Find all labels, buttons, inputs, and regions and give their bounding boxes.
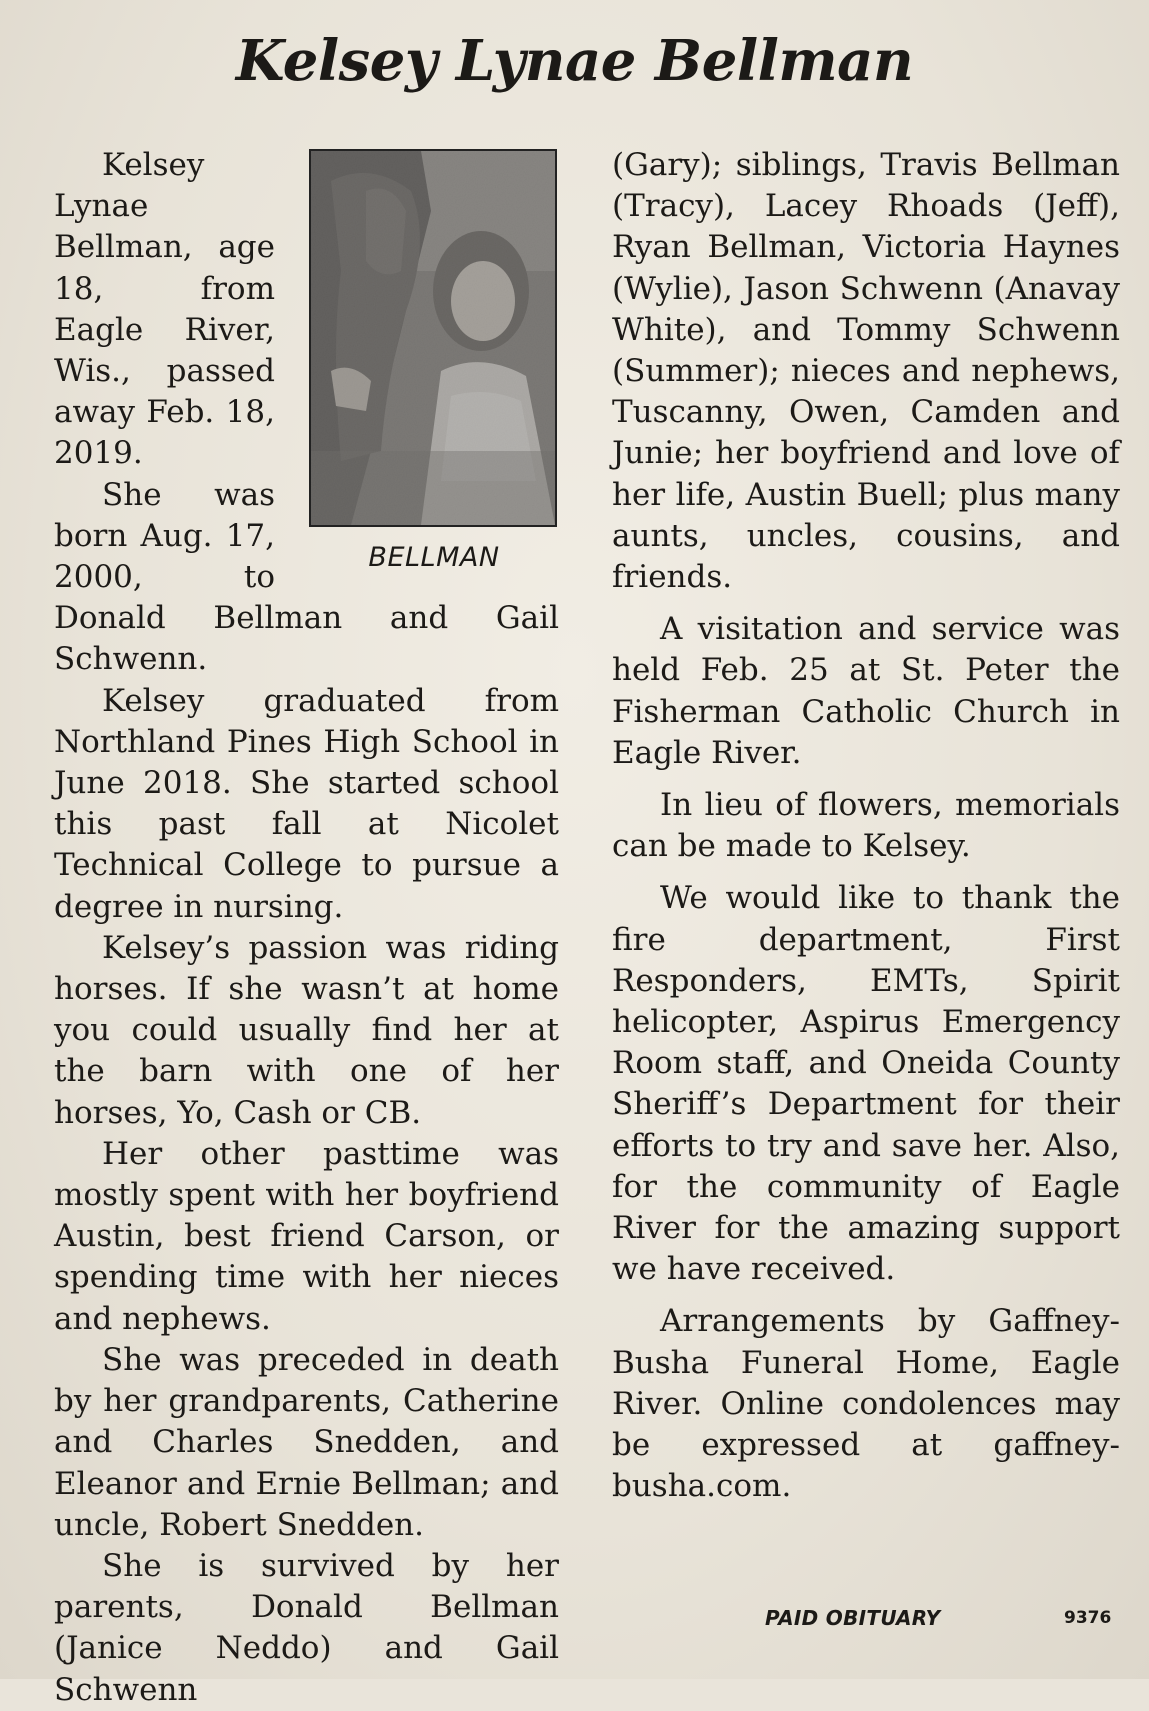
paragraph: Kelsey’s passion was riding horses. If she wasn’t at home you could usually find her at the barn with one of her horses, Yo, Cash or CB. — [54, 929, 559, 1131]
paragraph: A visitation and service was held Feb. 25 at St. Peter the Fisherman Catholic Church in Eagle River. — [612, 611, 1120, 771]
photo-block — [309, 149, 559, 579]
obituary-title: Kelsey Lynae Bellman — [235, 28, 914, 94]
paragraph: (Gary); siblings, Travis Bellman (Tracy), Lacey Rhoads (Jeff), Ryan Bellman, Victoria Haynes (Wylie), Jason Schwenn (Anavay White), and Tommy Schwenn (Summer); nieces and nephews, Tuscanny, Owen, Camden and Junie; her boyfriend and love of her life, Austin Buell; plus many aunts, uncles, cousins, and friends. — [612, 147, 1120, 596]
paragraph: Kelsey graduated from Northland Pines High School in June 2018. She started school this past fall at Nicolet Technical College to pursue a degree in nursing. — [54, 682, 559, 925]
paragraph: She was preceded in death by her grandparents, Catherine and Charles Snedden, and Eleanor and Ernie Bellman; and uncle, Robert Snedden. — [54, 1341, 559, 1543]
portrait-photo — [309, 149, 557, 527]
paragraph: Her other pasttime was mostly spent with her boyfriend Austin, best friend Carson, or spending time with her nieces and nephews. — [54, 1135, 559, 1337]
paragraph: Kelsey Lynae Bellman, age 18, from Eagle River, Wis., passed away Feb. 18, 2019. — [54, 147, 275, 472]
left-column — [54, 145, 559, 1711]
right-column — [612, 145, 1120, 1508]
paid-obituary-label: PAID OBITUARY — [765, 1606, 941, 1630]
paragraph: Arrangements by Gaffney-Busha Funeral Home, Eagle River. Online condolences may be expressed at gaffney-busha.com. — [612, 1303, 1120, 1505]
paragraph: She is survived by her parents, Donald Bellman (Janice Neddo) and Gail Schwenn — [54, 1547, 559, 1708]
paragraph: She was born Aug. 17, 2000, to Donald Bellman and Gail Schwenn. — [54, 476, 559, 678]
ad-number: 9376 — [1064, 1608, 1112, 1628]
paragraph: In lieu of flowers, memorials can be made to Kelsey. — [612, 787, 1120, 865]
photo-caption: BELLMAN — [368, 542, 500, 573]
portrait-photo-icon — [311, 151, 555, 525]
paragraph: We would like to thank the fire department, First Responders, EMTs, Spirit helicopter, Aspirus Emergency Room staff, and Oneida County Sheriff’s Department for their efforts to try and save her. Also, for the community of Eagle River for the amazing support we have received. — [612, 880, 1120, 1288]
